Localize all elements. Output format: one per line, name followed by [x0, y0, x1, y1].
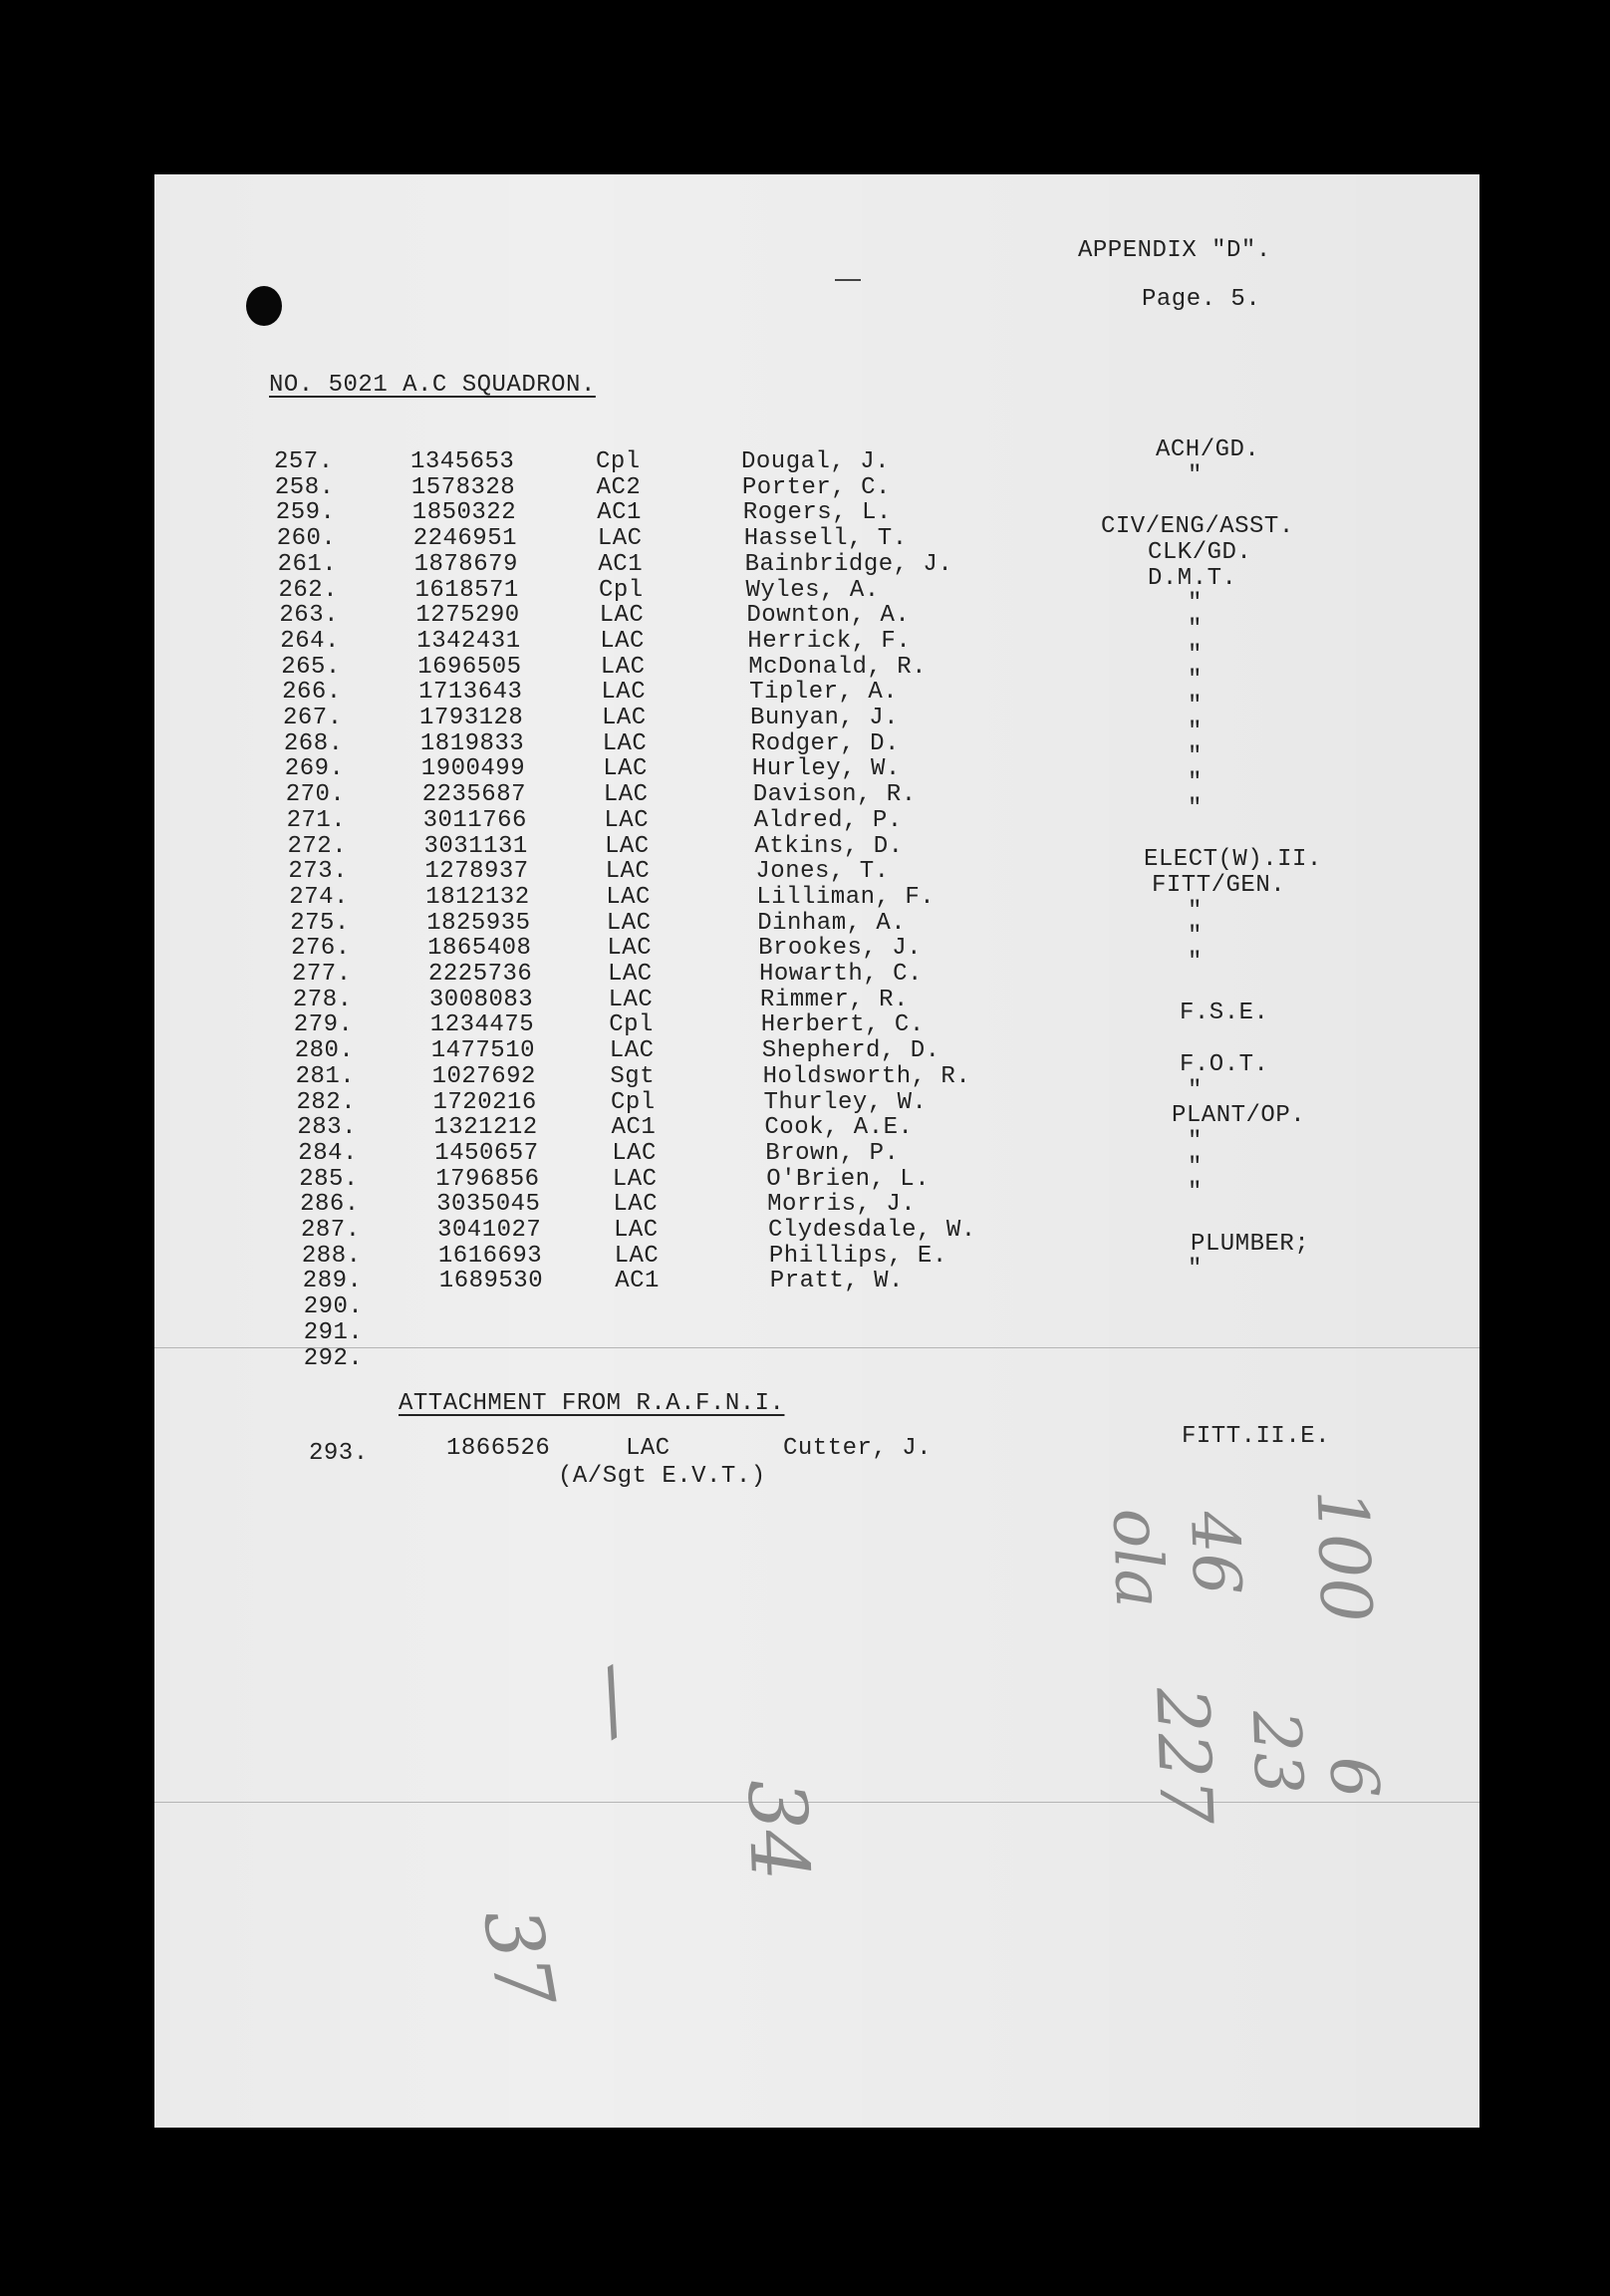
- roster-rank: LAC: [604, 806, 650, 834]
- roster-airman-name: Cook, A.E.: [764, 1114, 914, 1142]
- roster-airman-name: Dougal, J.: [741, 448, 891, 475]
- handwritten-note-ola: ola: [1097, 1507, 1179, 1609]
- roster-airman-name: Downton, A.: [746, 602, 911, 630]
- roster-airman-name: Bunyan, J.: [750, 705, 900, 731]
- roster-trade: ": [1188, 693, 1203, 719]
- roster-entry-number: 258.: [274, 473, 335, 501]
- roster-rank: LAC: [607, 935, 653, 963]
- roster-rank: LAC: [603, 781, 649, 809]
- attachment-service-number: 1866526: [446, 1435, 551, 1462]
- roster-service-number: 1618571: [414, 576, 519, 604]
- roster-service-number: 2225736: [428, 961, 533, 988]
- roster-trade: ": [1188, 590, 1203, 618]
- roster-airman-name: Davison, R.: [752, 781, 917, 809]
- roster-service-number: 1865408: [427, 935, 532, 963]
- attachment-name: Cutter, J.: [783, 1435, 933, 1462]
- roster-trade: ": [1188, 718, 1203, 745]
- roster-trade: ELECT(W).II.: [1144, 846, 1322, 874]
- punch-hole: [246, 286, 282, 326]
- roster-trade: ": [1188, 923, 1203, 951]
- roster-entry-number: 280.: [294, 1037, 355, 1065]
- roster-entry-number: 264.: [280, 627, 340, 655]
- roster-entry-number: 274.: [289, 883, 349, 911]
- roster-rank: LAC: [597, 525, 643, 553]
- attachment-trade: FITT.II.E.: [1182, 1423, 1331, 1450]
- roster-service-number: 2246951: [412, 525, 518, 553]
- roster-entry-number: 266.: [282, 679, 342, 707]
- roster-service-number: 3041027: [437, 1217, 542, 1244]
- roster-airman-name: Brookes, J.: [758, 935, 923, 963]
- handwritten-note-34: 34: [729, 1778, 827, 1882]
- handwritten-note-100: 100: [1300, 1487, 1388, 1624]
- roster-entry-number: 291.: [303, 1318, 364, 1346]
- roster-airman-name: Bainbridge, J.: [744, 550, 953, 578]
- roster-service-number: 1342431: [416, 627, 521, 655]
- roster-rank: LAC: [608, 986, 654, 1013]
- roster-entry-number: 275.: [290, 909, 350, 937]
- roster-rank: LAC: [606, 909, 652, 937]
- roster-entry-number: 284.: [298, 1139, 358, 1167]
- roster-rank: LAC: [606, 883, 651, 911]
- roster-airman-name: Pratt, W.: [769, 1268, 904, 1295]
- roster-entry-number: 286.: [300, 1191, 360, 1219]
- roster-service-number: 1450657: [434, 1139, 539, 1167]
- roster-entry-number: 268.: [283, 729, 344, 757]
- roster-service-number: 1234475: [429, 1011, 535, 1039]
- roster-airman-name: Brown, P.: [765, 1139, 900, 1167]
- roster-airman-name: Dinham, A.: [757, 909, 907, 937]
- roster-airman-name: Jones, T.: [755, 858, 890, 886]
- roster-airman-name: Howarth, C.: [759, 961, 923, 988]
- roster-airman-name: Thurley, W.: [763, 1088, 928, 1116]
- roster-trade: ": [1188, 1256, 1203, 1284]
- roster-rank: LAC: [601, 679, 647, 707]
- roster-trade: ": [1188, 949, 1203, 976]
- roster-service-number: 3035045: [436, 1191, 541, 1219]
- roster-entry-number: 290.: [303, 1293, 364, 1321]
- roster-airman-name: Rimmer, R.: [759, 986, 909, 1013]
- roster-rank: LAC: [614, 1217, 659, 1244]
- roster-rank: Sgt: [610, 1062, 656, 1090]
- roster-service-number: 1578328: [410, 473, 516, 501]
- roster-service-number: 1616693: [437, 1242, 543, 1270]
- roster-trade: ": [1188, 667, 1203, 695]
- roster-trade: PLUMBER;: [1191, 1230, 1310, 1258]
- roster-entry-number: 263.: [279, 602, 339, 630]
- roster-trade: FITT/GEN.: [1152, 871, 1286, 899]
- roster-airman-name: Shepherd, D.: [761, 1037, 940, 1065]
- roster-airman-name: Phillips, E.: [768, 1242, 947, 1270]
- roster-rank: LAC: [612, 1165, 658, 1193]
- roster-entry-number: 270.: [285, 781, 346, 809]
- roster-entry-number: 271.: [286, 806, 347, 834]
- roster-rank: LAC: [609, 1037, 655, 1065]
- roster-entry-number: 260.: [276, 525, 337, 553]
- roster-trade: ": [1188, 743, 1203, 771]
- roster-airman-name: Lilliman, F.: [756, 883, 936, 911]
- roster-service-number: 1027692: [431, 1062, 536, 1090]
- roster-entry-number: 281.: [295, 1062, 356, 1090]
- roster-trade: F.O.T.: [1180, 1050, 1269, 1078]
- roster-entry-number: 261.: [277, 550, 338, 578]
- roster-airman-name: Herbert, C.: [760, 1011, 925, 1039]
- roster-airman-name: O'Brien, L.: [766, 1165, 931, 1193]
- roster-service-number: 1713643: [418, 679, 523, 707]
- roster-airman-name: Rogers, L.: [742, 499, 892, 527]
- roster-trade: ": [1188, 1127, 1203, 1155]
- roster-entry-number: 285.: [299, 1165, 359, 1193]
- roster-airman-name: Hurley, W.: [751, 755, 901, 783]
- roster-entry-number: 259.: [275, 499, 336, 527]
- roster-service-number: 1321212: [433, 1114, 538, 1142]
- attachment-rank: LAC: [626, 1435, 671, 1462]
- attachment-heading: ATTACHMENT FROM R.A.F.N.I.: [399, 1390, 785, 1417]
- roster-entry-number: 267.: [283, 705, 343, 731]
- roster-rank: AC1: [598, 550, 644, 578]
- roster-trade: ": [1188, 641, 1203, 669]
- handwritten-note-46: 46: [1176, 1510, 1255, 1596]
- roster-trade: D.M.T.: [1148, 564, 1237, 592]
- roster-trade: ACH/GD.: [1156, 436, 1260, 463]
- roster-service-number: 3011766: [422, 806, 527, 834]
- roster-rank: LAC: [608, 961, 653, 988]
- roster-rank: LAC: [614, 1242, 660, 1270]
- roster-rank: LAC: [612, 1139, 657, 1167]
- roster-rank: LAC: [599, 602, 645, 630]
- roster-rank: Cpl: [609, 1011, 654, 1039]
- roster-entry-number: 278.: [292, 986, 353, 1013]
- roster-service-number: 3031131: [423, 832, 528, 860]
- roster-trade: ": [1188, 461, 1203, 489]
- roster-rank: Cpl: [599, 576, 644, 604]
- roster-rank: AC1: [615, 1268, 660, 1295]
- roster-trade: ": [1188, 615, 1203, 643]
- page-number: Page. 5.: [1142, 286, 1261, 313]
- roster-rank: Cpl: [611, 1088, 656, 1116]
- roster-entry-number: 257.: [274, 448, 334, 475]
- roster-rank: LAC: [600, 627, 645, 655]
- roster-trade: ": [1188, 1179, 1203, 1207]
- roster-service-number: 1812132: [425, 883, 530, 911]
- roster-airman-name: Hassell, T.: [743, 525, 908, 553]
- roster-entry-number: 265.: [281, 653, 341, 681]
- roster-entry-number: 279.: [293, 1011, 354, 1039]
- roster-rank: LAC: [613, 1191, 659, 1219]
- roster-entry-number: 277.: [292, 961, 352, 988]
- roster-service-number: 1477510: [430, 1037, 536, 1065]
- roster-airman-name: Clydesdale, W.: [768, 1217, 976, 1244]
- roster-rank: AC2: [596, 473, 642, 501]
- roster-rank: Cpl: [596, 448, 641, 475]
- roster-airman-name: Porter, C.: [741, 473, 891, 501]
- roster-service-number: 1345653: [410, 448, 515, 475]
- roster-trade: ": [1188, 897, 1203, 925]
- roster-service-number: 1900499: [420, 755, 526, 783]
- roster-entry-number: 292.: [303, 1344, 364, 1372]
- roster-service-number: 1819833: [419, 729, 525, 757]
- stray-mark: [835, 279, 861, 281]
- roster-airman-name: Herrick, F.: [747, 627, 912, 655]
- roster-service-number: 1793128: [419, 705, 524, 731]
- roster-trade: ": [1188, 769, 1203, 797]
- roster-rank: LAC: [602, 729, 648, 757]
- roster-entry-number: 272.: [287, 832, 348, 860]
- roster-service-number: 1796856: [435, 1165, 540, 1193]
- roster-airman-name: Rodger, D.: [750, 729, 900, 757]
- roster-rank: LAC: [605, 858, 651, 886]
- squadron-title: NO. 5021 A.C SQUADRON.: [269, 372, 596, 399]
- roster-service-number: 1825935: [426, 909, 531, 937]
- roster-service-number: 1696505: [417, 653, 522, 681]
- roster-trade: CIV/ENG/ASST.: [1101, 513, 1294, 541]
- roster-rank: AC1: [597, 499, 642, 527]
- roster-service-number: 1689530: [438, 1268, 544, 1295]
- roster-rank: LAC: [600, 653, 646, 681]
- roster-entry-number: 269.: [284, 755, 345, 783]
- handwritten-note-6: 6: [1314, 1755, 1394, 1800]
- roster-entry-number: 287.: [301, 1217, 361, 1244]
- roster-service-number: 1850322: [411, 499, 517, 527]
- roster-entry-number: 283.: [297, 1114, 357, 1142]
- roster-airman-name: Holdsworth, R.: [762, 1062, 971, 1090]
- attachment-entry-number: 293.: [309, 1440, 369, 1467]
- roster-rank: LAC: [605, 832, 650, 860]
- handwritten-slash-mark: /: [576, 1653, 647, 1748]
- roster-trade: F.S.E.: [1180, 1000, 1269, 1027]
- roster-trade: PLANT/OP.: [1172, 1102, 1306, 1130]
- roster-rank: LAC: [602, 705, 647, 731]
- roster-service-number: 1275290: [415, 602, 520, 630]
- attachment-rank-note: (A/Sgt E.V.T.): [558, 1463, 766, 1490]
- roster-trade: CLK/GD.: [1148, 538, 1252, 566]
- handwritten-note-227: 227: [1140, 1685, 1229, 1827]
- roster-airman-name: Tipler, A.: [749, 679, 899, 707]
- handwritten-note-37: 37: [464, 1901, 571, 2015]
- appendix-label: APPENDIX "D".: [1078, 237, 1271, 264]
- roster-airman-name: McDonald, R.: [748, 653, 928, 681]
- roster-entry-number: 273.: [288, 858, 348, 886]
- roster-trade: ": [1188, 1153, 1203, 1181]
- roster-rank: LAC: [603, 755, 648, 783]
- roster-service-number: 1878679: [413, 550, 518, 578]
- roster-entry-number: 276.: [291, 935, 351, 963]
- handwritten-note-23: 23: [1237, 1709, 1317, 1796]
- roster-entry-number: 262.: [278, 576, 339, 604]
- roster-airman-name: Aldred, P.: [753, 806, 903, 834]
- roster-trade: ": [1188, 794, 1203, 822]
- roster-airman-name: Wyles, A.: [745, 576, 880, 604]
- roster-airman-name: Morris, J.: [767, 1191, 917, 1219]
- roster-service-number: 1720216: [432, 1088, 537, 1116]
- roster-service-number: 2235687: [421, 781, 527, 809]
- roster-service-number: 3008083: [428, 986, 534, 1013]
- roster-service-number: 1278937: [424, 858, 529, 886]
- roster-entry-number: 288.: [301, 1242, 362, 1270]
- roster-entry-number: 282.: [296, 1088, 357, 1116]
- roster-entry-number: 289.: [302, 1268, 363, 1295]
- roster-trade: ": [1188, 1076, 1203, 1104]
- roster-rank: AC1: [611, 1114, 657, 1142]
- roster-airman-name: Atkins, D.: [754, 832, 904, 860]
